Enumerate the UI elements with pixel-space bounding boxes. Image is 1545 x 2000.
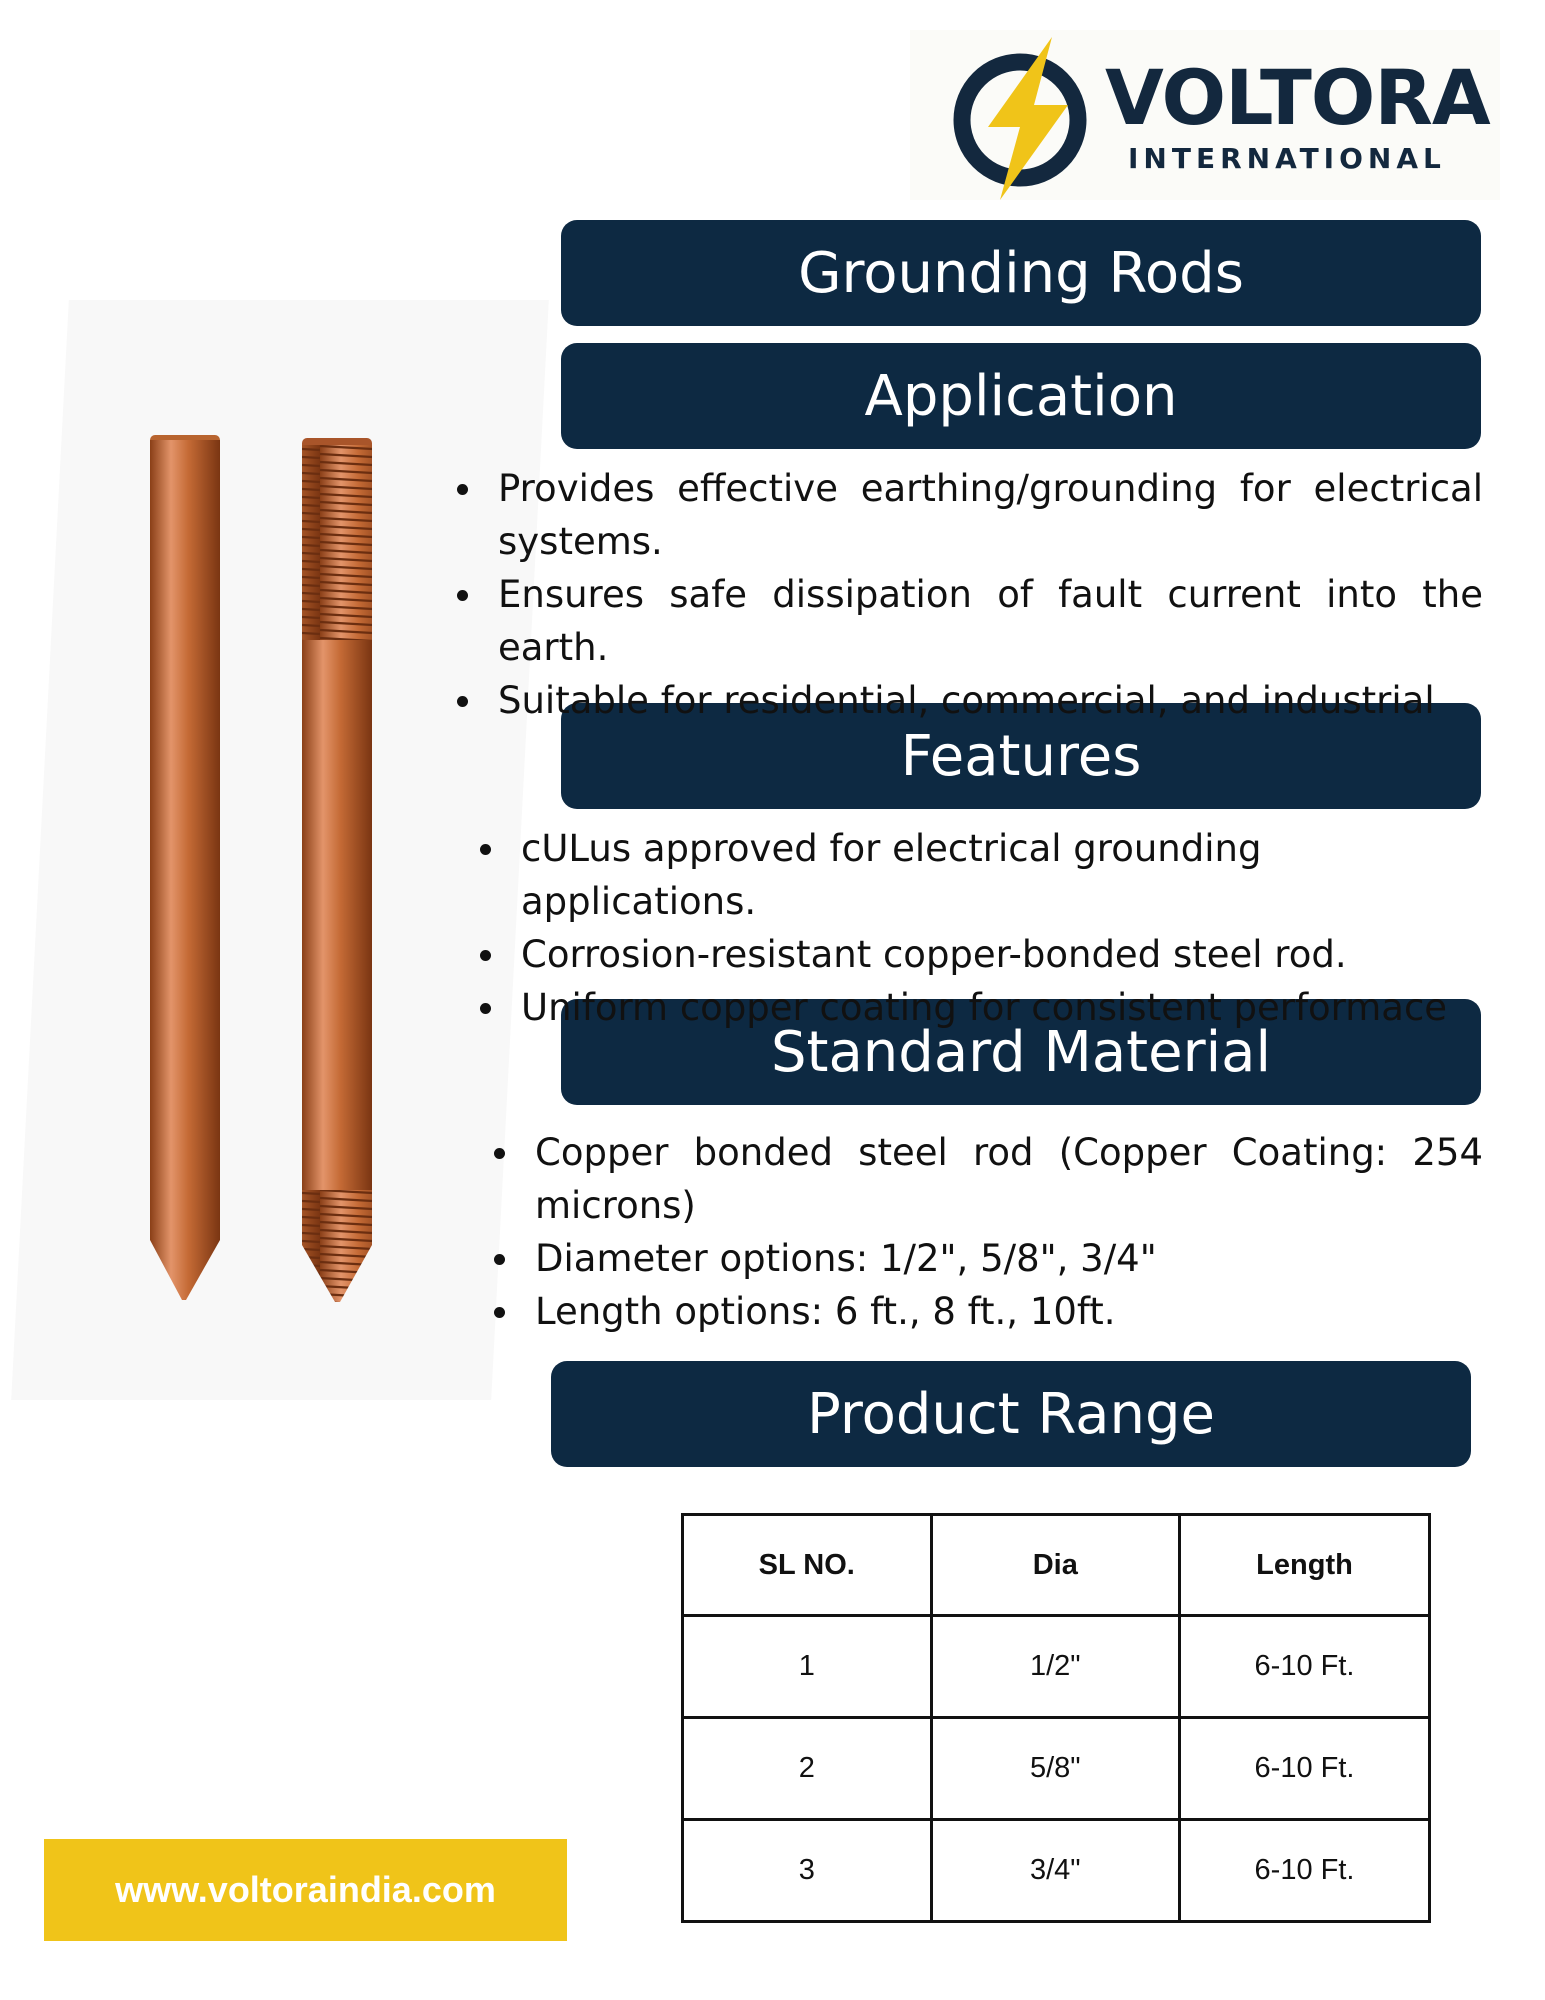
list-item: Suitable for residential, commercial, and industrial (453, 674, 1483, 727)
brand-subtitle: INTERNATIONAL (1128, 142, 1446, 175)
table-row (683, 1616, 1430, 1718)
brand-name: VOLTORA (1105, 53, 1490, 142)
table-row (683, 1820, 1430, 1922)
cell-length: 6-10 Ft. (1180, 1820, 1430, 1922)
list-item: Corrosion-resistant copper-bonded steel rod. (476, 928, 1496, 981)
cell-length: 6-10 Ft. (1180, 1616, 1430, 1718)
table-row (683, 1718, 1430, 1820)
cell-sl-no: 2 (683, 1718, 932, 1820)
cell-sl-no: 3 (683, 1820, 932, 1922)
grounding-rods-image (40, 300, 520, 1400)
list-item: cULus approved for electrical grounding applications. (476, 822, 1496, 928)
list-item: Uniform copper coating for consistent performace (476, 981, 1496, 1034)
list-item: Length options: 6 ft., 8 ft., 10ft. (490, 1285, 1483, 1338)
header-length: Length (1180, 1515, 1430, 1616)
lightning-bolt-logo-icon (950, 35, 1110, 200)
list-item: Provides effective earthing/grounding for electrical systems. (453, 462, 1483, 568)
list-item: Ensures safe dissipation of fault current into the earth. (453, 568, 1483, 674)
list-item: Copper bonded steel rod (Copper Coating: 254 microns) (490, 1126, 1483, 1232)
features-banner: Features (561, 703, 1481, 809)
brand-logo (910, 30, 1500, 200)
header-sl-no: SL NO. (683, 1515, 932, 1616)
product-range-banner: Product Range (551, 1361, 1471, 1467)
table-header-row (683, 1515, 1430, 1616)
application-list (453, 462, 1483, 727)
cell-dia: 5/8" (931, 1718, 1179, 1820)
title-banner: Grounding Rods (561, 220, 1481, 326)
header-dia: Dia (931, 1515, 1179, 1616)
list-item: Diameter options: 1/2", 5/8", 3/4" (490, 1232, 1483, 1285)
cell-dia: 1/2" (931, 1616, 1179, 1718)
features-list (476, 822, 1496, 1034)
cell-dia: 3/4" (931, 1820, 1179, 1922)
material-list (490, 1126, 1483, 1338)
standard-material-banner: Standard Material (561, 999, 1481, 1105)
cell-length: 6-10 Ft. (1180, 1718, 1430, 1820)
cell-sl-no: 1 (683, 1616, 932, 1718)
application-banner: Application (561, 343, 1481, 449)
copper-rods-illustration (40, 300, 520, 1400)
product-range-table (681, 1513, 1431, 1923)
website-link[interactable]: www.voltoraindia.com (44, 1839, 567, 1941)
